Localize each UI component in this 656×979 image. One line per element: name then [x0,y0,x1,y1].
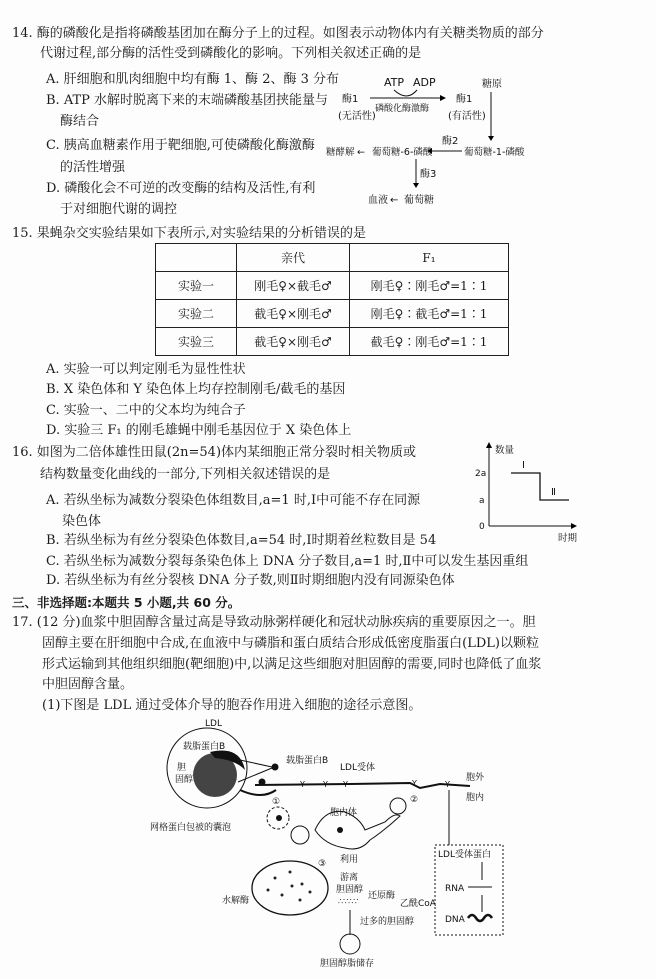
cell: 截毛♀∶刚毛♂=1∶1 [350,328,509,356]
q15-option-d: D. 实验三 F₁ 的刚毛雄蝇中刚毛基因位于 X 染色体上 [46,423,352,438]
section-heading: 三、非选择题:本题共 5 小题,共 60 分。 [12,595,241,610]
arrow-left-icon: ← [390,195,399,206]
label-receptor-protein: LDL受体蛋白 [438,850,491,860]
label-stage-ii: Ⅱ [551,487,556,498]
label-apob-outer: 载脂蛋白B [286,756,329,766]
q16-option-d: D. 若纵坐标为有丝分裂核 DNA 分子数,则Ⅱ时期细胞内没有同源染色体 [46,573,455,588]
q14-option-d-cont: 于对细胞代谢的调控 [60,202,178,217]
label-enzyme1: 酶1 [342,94,359,105]
label-glycogen: 糖原 [482,79,502,90]
label-utilization: 利用 [340,855,359,865]
q17-text: 固醇主要在肝细胞中合成,在血液中与磷脂和蛋白质结合形成低密度脂蛋白(LDL)以颗粒 [42,636,539,651]
header-cell: F₁ [350,244,509,272]
label-acetyl-coa: 乙酰CoA [400,899,436,909]
label-stage-i: Ⅰ [522,460,525,471]
label-enzyme3: 酶3 [420,169,437,180]
q17-subquestion-1: (1)下图是 LDL 通过受体介导的胞吞作用进入细胞的途径示意图。 [42,698,422,713]
q15-option-a: A. 实验一可以判定刚毛为显性性状 [46,362,246,377]
svg-text:Y: Y [445,780,450,789]
label-active: (有活性) [448,111,486,122]
label-g1p: 葡萄糖-1-磷酸 [464,147,525,158]
q16-stem: 结构数量变化曲线的一部分,下列相关叙述错误的是 [40,467,331,482]
cell: 实验三 [156,328,237,356]
q16-option-c: C. 若纵坐标为减数分裂每条染色体上 DNA 分子数目,a=1 时,Ⅱ中可以发生基因重组 [46,554,529,569]
label-excess-cholesterol: 过多的胆固醇 [360,917,415,927]
q14-option-d: D. 磷酸化会不可逆的改变酶的结构及活性,有利 [46,181,316,196]
label-intracellular: 胞内 [466,793,485,803]
cell: 刚毛♀∶刚毛♂=1∶1 [350,272,509,300]
q15-option-c: C. 实验一、二中的父本均为纯合子 [46,403,246,418]
q17-text: 17. (12 分)血浆中胆固醇含量过高是导致动脉粥样硬化和冠状动脉疾病的重要原因之一。胆 [12,615,536,630]
header-cell: 亲代 [237,244,350,272]
q16-option-a-cont: 染色体 [62,514,102,529]
x-axis-label: 时期 [558,533,578,544]
q14-option-c-cont: 的活性增强 [60,160,126,175]
label-free: 游离 [340,873,359,883]
q14-option-c: C. 胰高血糖素作用于靶细胞,可使磷酸化酶激酶 [46,138,315,153]
q17-text: 中胆固醇含量。 [42,677,134,692]
tick-a: a [479,496,485,506]
svg-text:Y: Y [300,780,305,789]
label-enzyme1-active: 酶1 [456,94,473,105]
cell: 刚毛♀×截毛♂ [237,272,350,300]
q14-option-b-cont: 酶结合 [60,114,100,129]
q16-stem: 16. 如图为二倍体雄性田鼠(2n=54)体内某细胞正常分裂时相关物质或 [12,445,417,460]
label-dna: DNA [445,915,465,925]
label-rna: RNA [445,884,465,894]
q14-stem: 14. 酶的磷酸化是指将磷酸基团加在酶分子上的过程。如图表示动物体内有关糖类物质的部分 [12,26,544,41]
q17-text: 形式运输到其他组织细胞(靶细胞)中,以满足这些细胞对胆固醇的需要,同时也降低了血浆 [42,657,542,672]
label-glucose: 葡萄糖 [404,195,434,206]
label-cholesterol: 胆 [177,763,187,773]
cell: 刚毛♀∶截毛♂=1∶1 [350,300,509,328]
tick-2a: 2a [475,469,487,479]
label-enzyme2: 酶2 [442,136,459,147]
svg-text:Y: Y [343,780,348,789]
label-kinase: 磷酸化酶激酶 [375,104,430,114]
cell: 截毛♀×刚毛♂ [237,328,350,356]
label-hydrolase: 水解酶 [222,896,250,906]
svg-text:Y: Y [323,780,328,789]
label-cholesterol: 固醇 [175,775,194,785]
label-extracellular: 胞外 [466,773,485,783]
label-g6p: 葡萄糖-6-磷酸 [372,147,433,158]
label-blood: 血液 [368,195,388,206]
label-coated-vesicle: 网格蛋白包被的囊泡 [150,823,232,833]
label-ldl-receptor: LDL受体 [340,763,375,773]
cell: 实验二 [156,300,237,328]
label-apob: 载脂蛋白B [183,742,226,752]
arrow-left-icon: ← [357,147,365,158]
label-free-cholesterol: 胆固醇 [336,885,364,895]
label-endosome: 胞内体 [330,808,358,818]
q14-stem: 代谢过程,部分酶的活性受到磷酸化的影响。下列相关叙述正确的是 [40,46,422,61]
label-reductase: 还原酶 [368,891,396,901]
step-3-marker: ③ [318,859,327,869]
q15-stem: 15. 果蝇杂交实验结果如下表所示,对实验结果的分析错误的是 [12,226,366,241]
svg-text:Y: Y [412,779,417,788]
q14-option-a: A. 肝细胞和肌肉细胞中均有酶 1、酶 2、酶 3 分布 [46,72,339,87]
q14-option-b: B. ATP 水解时脱离下来的末端磷酸基团挟能量与 [46,93,329,108]
cell: 实验一 [156,272,237,300]
label-ester-storage: 胆固醇脂储存 [320,959,375,969]
cell: 截毛♀×刚毛♂ [237,300,350,328]
label-glycolysis: 糖酵解 [326,147,355,158]
q15-option-b: B. X 染色体和 Y 染色体上均存控制刚毛/截毛的基因 [46,382,346,397]
q16-option-a: A. 若纵坐标为减数分裂染色体组数目,a=1 时,Ⅰ中可能不存在同源 [46,493,421,508]
q16-option-b: B. 若纵坐标为有丝分裂染色体数目,a=54 时,Ⅰ时期着丝粒数目是 54 [46,533,437,548]
label-ldl: LDL [205,719,222,729]
label-inactive: (无活性) [338,111,376,122]
step-1-marker: ① [272,797,281,807]
tick-0: 0 [479,522,485,532]
step-2-marker: ② [410,795,419,805]
svg-text:∴∵∴∵: ∴∵∴∵ [338,897,359,906]
label-atp: ATP [384,76,405,89]
label-adp: ADP [413,76,436,89]
y-axis-label: 数量 [495,445,515,456]
